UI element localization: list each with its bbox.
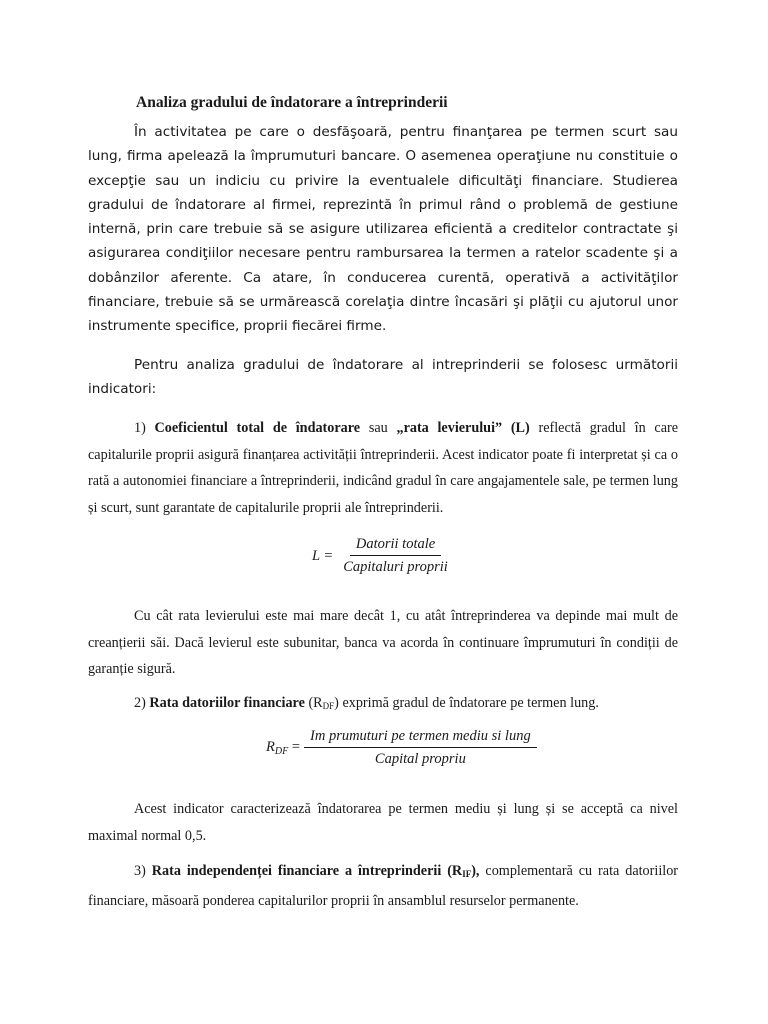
indicator-1-alias: „rata levierului” (L) <box>396 420 530 436</box>
financial-debt-explanation-paragraph: Acest indicator caracterizează îndatorarea pe termen mediu și lung și se acceptă ca nivel maximal normal 0,5. <box>88 801 678 844</box>
page-title: Analiza gradului de îndatorare a întreprinderii <box>136 94 448 111</box>
indicator-1-text: reflectă gradul în care capitalurile proprii asigură finanțarea activității întreprinderii. Acest indicator poate fi interpretat și ca o rată a autonomiei financiare a întreprinderii, indicând gradul în care angajamentele sale, pe termen lung și scurt, sunt garantate de capitalurile proprii ale întreprinderii. <box>88 420 679 516</box>
intro-paragraph: În activitatea pe care o desfăşoară, pentru finanţarea pe termen scurt sau lung, firma apelează la împrumuturi bancare. O asemenea operaţiune nu constituie o excepţie sau un indiciu cu privire la eventualele dificultăţi financiare. Studierea gradului de îndatorare al firmei, reprezintă în primul rând o problemă de gestiune internă, prin care trebuie să se asigure utilizarea eficientă a creditelor contractate şi asigurarea condiţiilor necesare pentru rambursarea la termen a ratelor scadente şi a dobânzilor aferente. Ca atare, în conducerea curentă, operativă a activităţilor financiare, trebuie să se urmărească corelaţia dintre încasări şi plăţii cu ajutorul unor instrumente specifice, proprii fiecărei firme. <box>88 124 678 335</box>
indicator-3-paragraph <box>88 858 678 914</box>
indicator-3-number: 3) <box>134 863 146 879</box>
formula-leverage-numerator: Datorii totale <box>350 536 441 556</box>
formula-leverage-lhs: L = <box>312 547 334 564</box>
indicator-2-paragraph <box>88 690 678 720</box>
formula-financial-debt <box>266 728 537 768</box>
indicator-1-number: 1) <box>134 420 146 436</box>
formula-leverage-fraction <box>337 536 454 576</box>
indicator-3-text: complementară cu rata datoriilor financiare, măsoară ponderea capitalurilor proprii în ansamblul resurselor permanente. <box>88 863 679 909</box>
indicator-1-paragraph <box>88 415 678 521</box>
indicator-3-term: Rata independenței financiare a întreprinderii <box>151 863 442 879</box>
formula-financial-debt-fraction <box>304 728 537 768</box>
indicator-1-term: Coeficientul total de îndatorare <box>154 420 361 436</box>
indicator-2-symbol: (RDF) <box>308 695 339 711</box>
formula-financial-debt-lhs: $R_{DF}$ = <box>266 739 301 757</box>
indicator-2-text: exprimă gradul de îndatorare pe termen lung. <box>342 695 599 711</box>
indicators-intro-paragraph: Pentru analiza gradului de îndatorare al intreprinderii se folosesc următorii indicatori: <box>88 357 678 398</box>
indicator-2-term: Rata datoriilor financiare <box>149 695 305 711</box>
formula-financial-debt-numerator: Im prumuturi pe termen mediu si lung <box>304 728 537 748</box>
indicator-1-connector: sau <box>368 420 388 436</box>
formula-financial-debt-denominator: Capital propriu <box>374 751 466 767</box>
formula-leverage-denominator: Capitaluri proprii <box>343 559 448 575</box>
indicator-3-symbol: (RIF), <box>447 863 480 879</box>
leverage-explanation-paragraph: Cu cât rata levierului este mai mare decât 1, cu atât întreprinderea va depinde mai mult de creanțierii săi. Dacă levierul este subunitar, banca va acorda în continuare împrumuturi în condiții de garanție sigură. <box>88 608 678 677</box>
indicator-2-number: 2) <box>134 695 146 711</box>
formula-leverage <box>312 536 454 576</box>
